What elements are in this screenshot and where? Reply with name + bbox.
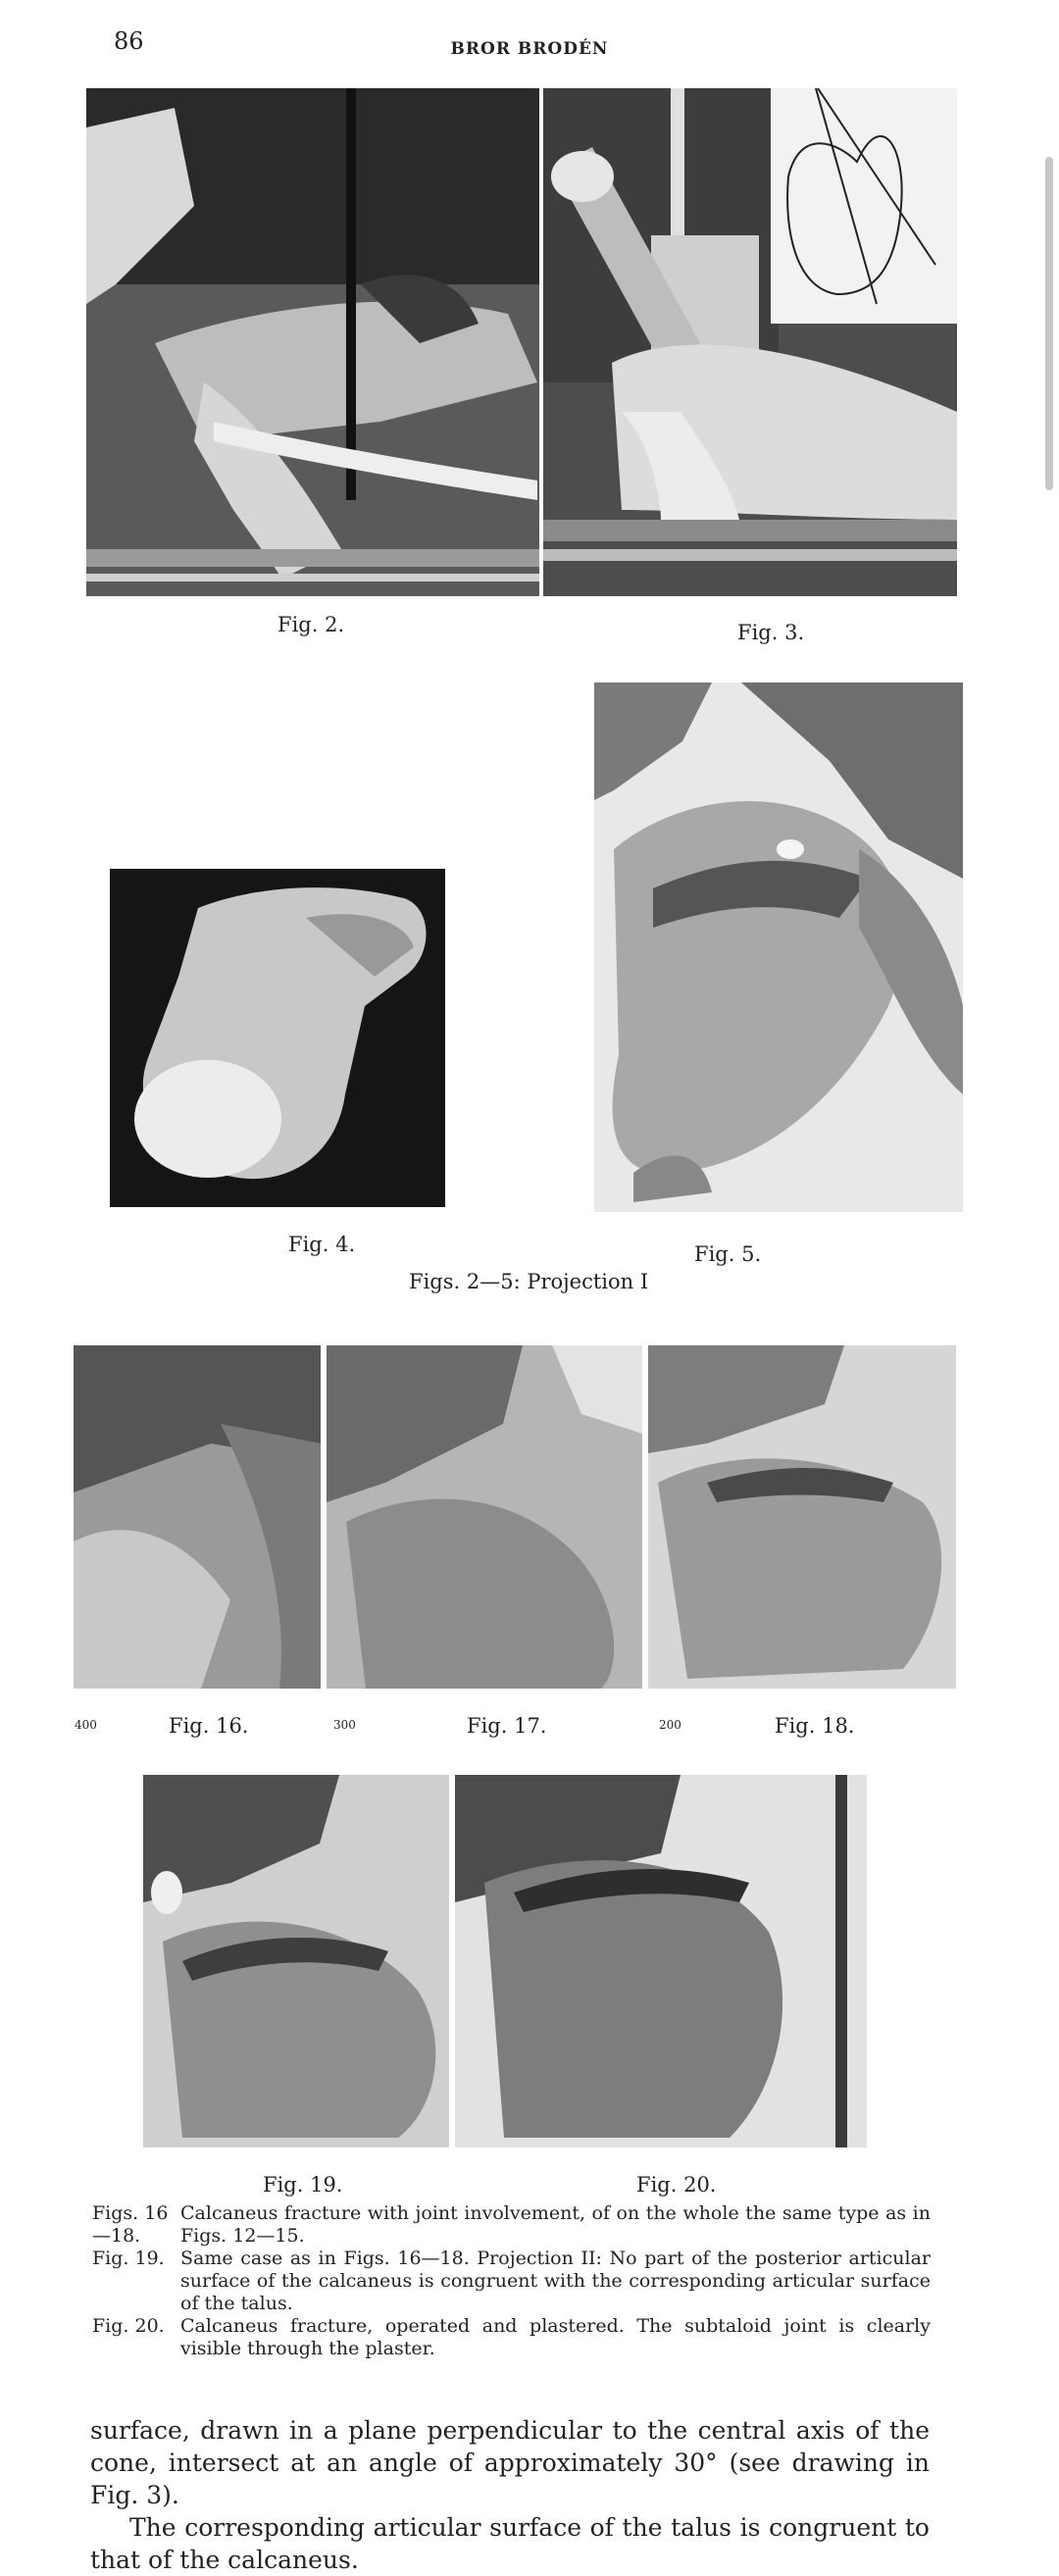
fig2-photo (86, 88, 539, 596)
scrollbar-thumb[interactable] (1045, 157, 1053, 490)
legend-label: Fig. 19. (92, 2248, 165, 2269)
running-head: BROR BRODÉN (450, 39, 609, 59)
fig17-xray (327, 1345, 642, 1689)
body-paragraph: The corresponding articular surface of the talus is congruent to that of the calcaneus. (90, 2513, 930, 2574)
fig3-caption: Fig. 3. (737, 621, 805, 644)
legend-figs-16-18 (92, 2202, 931, 2248)
legend-fig-19 (92, 2248, 931, 2315)
fig5-caption: Fig. 5. (694, 1242, 762, 1266)
fig16-xray (74, 1345, 321, 1689)
fig3-photo (543, 88, 957, 596)
group-caption-figs-2-5: Figs. 2—5: Projection I (409, 1270, 649, 1293)
fig20-xray (455, 1775, 867, 2147)
fig18-caption: Fig. 18. (775, 1714, 855, 1738)
fig16-caption: Fig. 16. (169, 1714, 249, 1738)
fig4-caption: Fig. 4. (288, 1233, 356, 1256)
fig20-caption: Fig. 20. (636, 2173, 717, 2197)
fig2-caption: Fig. 2. (277, 613, 345, 636)
legend-fig-20 (92, 2315, 931, 2360)
fig5-photo (594, 682, 963, 1212)
body-text (90, 2414, 930, 2576)
legend-text: Calcaneus fracture with joint involvement, of on the whole the same type as in Figs. 12—15. (180, 2202, 931, 2247)
fig17-caption: Fig. 17. (467, 1714, 547, 1738)
fig17-marker: 300 (333, 1718, 356, 1732)
legend-text: Calcaneus fracture, operated and plastered. The subtaloid joint is clearly visible through the plaster. (180, 2315, 931, 2359)
legend-text: Same case as in Figs. 16—18. Projection II: No part of the posterior articular surface of the calcaneus is congruent with the corresponding articular surface of the talus. (180, 2248, 931, 2314)
fig19-xray (143, 1775, 449, 2147)
legend-label: Figs. 16—18. (92, 2202, 169, 2247)
page-number: 86 (114, 27, 144, 55)
figure-legends (92, 2202, 931, 2360)
fig4-photo (110, 869, 445, 1207)
fig19-caption: Fig. 19. (263, 2173, 343, 2197)
legend-label: Fig. 20. (92, 2315, 165, 2337)
fig18-marker: 200 (659, 1718, 681, 1732)
fig18-xray (648, 1345, 956, 1689)
body-paragraph: surface, drawn in a plane perpendicular to the central axis of the cone, intersect at an angle of approximately 30° (see drawing in Fig. 3). (90, 2416, 930, 2509)
fig16-marker: 400 (75, 1718, 97, 1732)
